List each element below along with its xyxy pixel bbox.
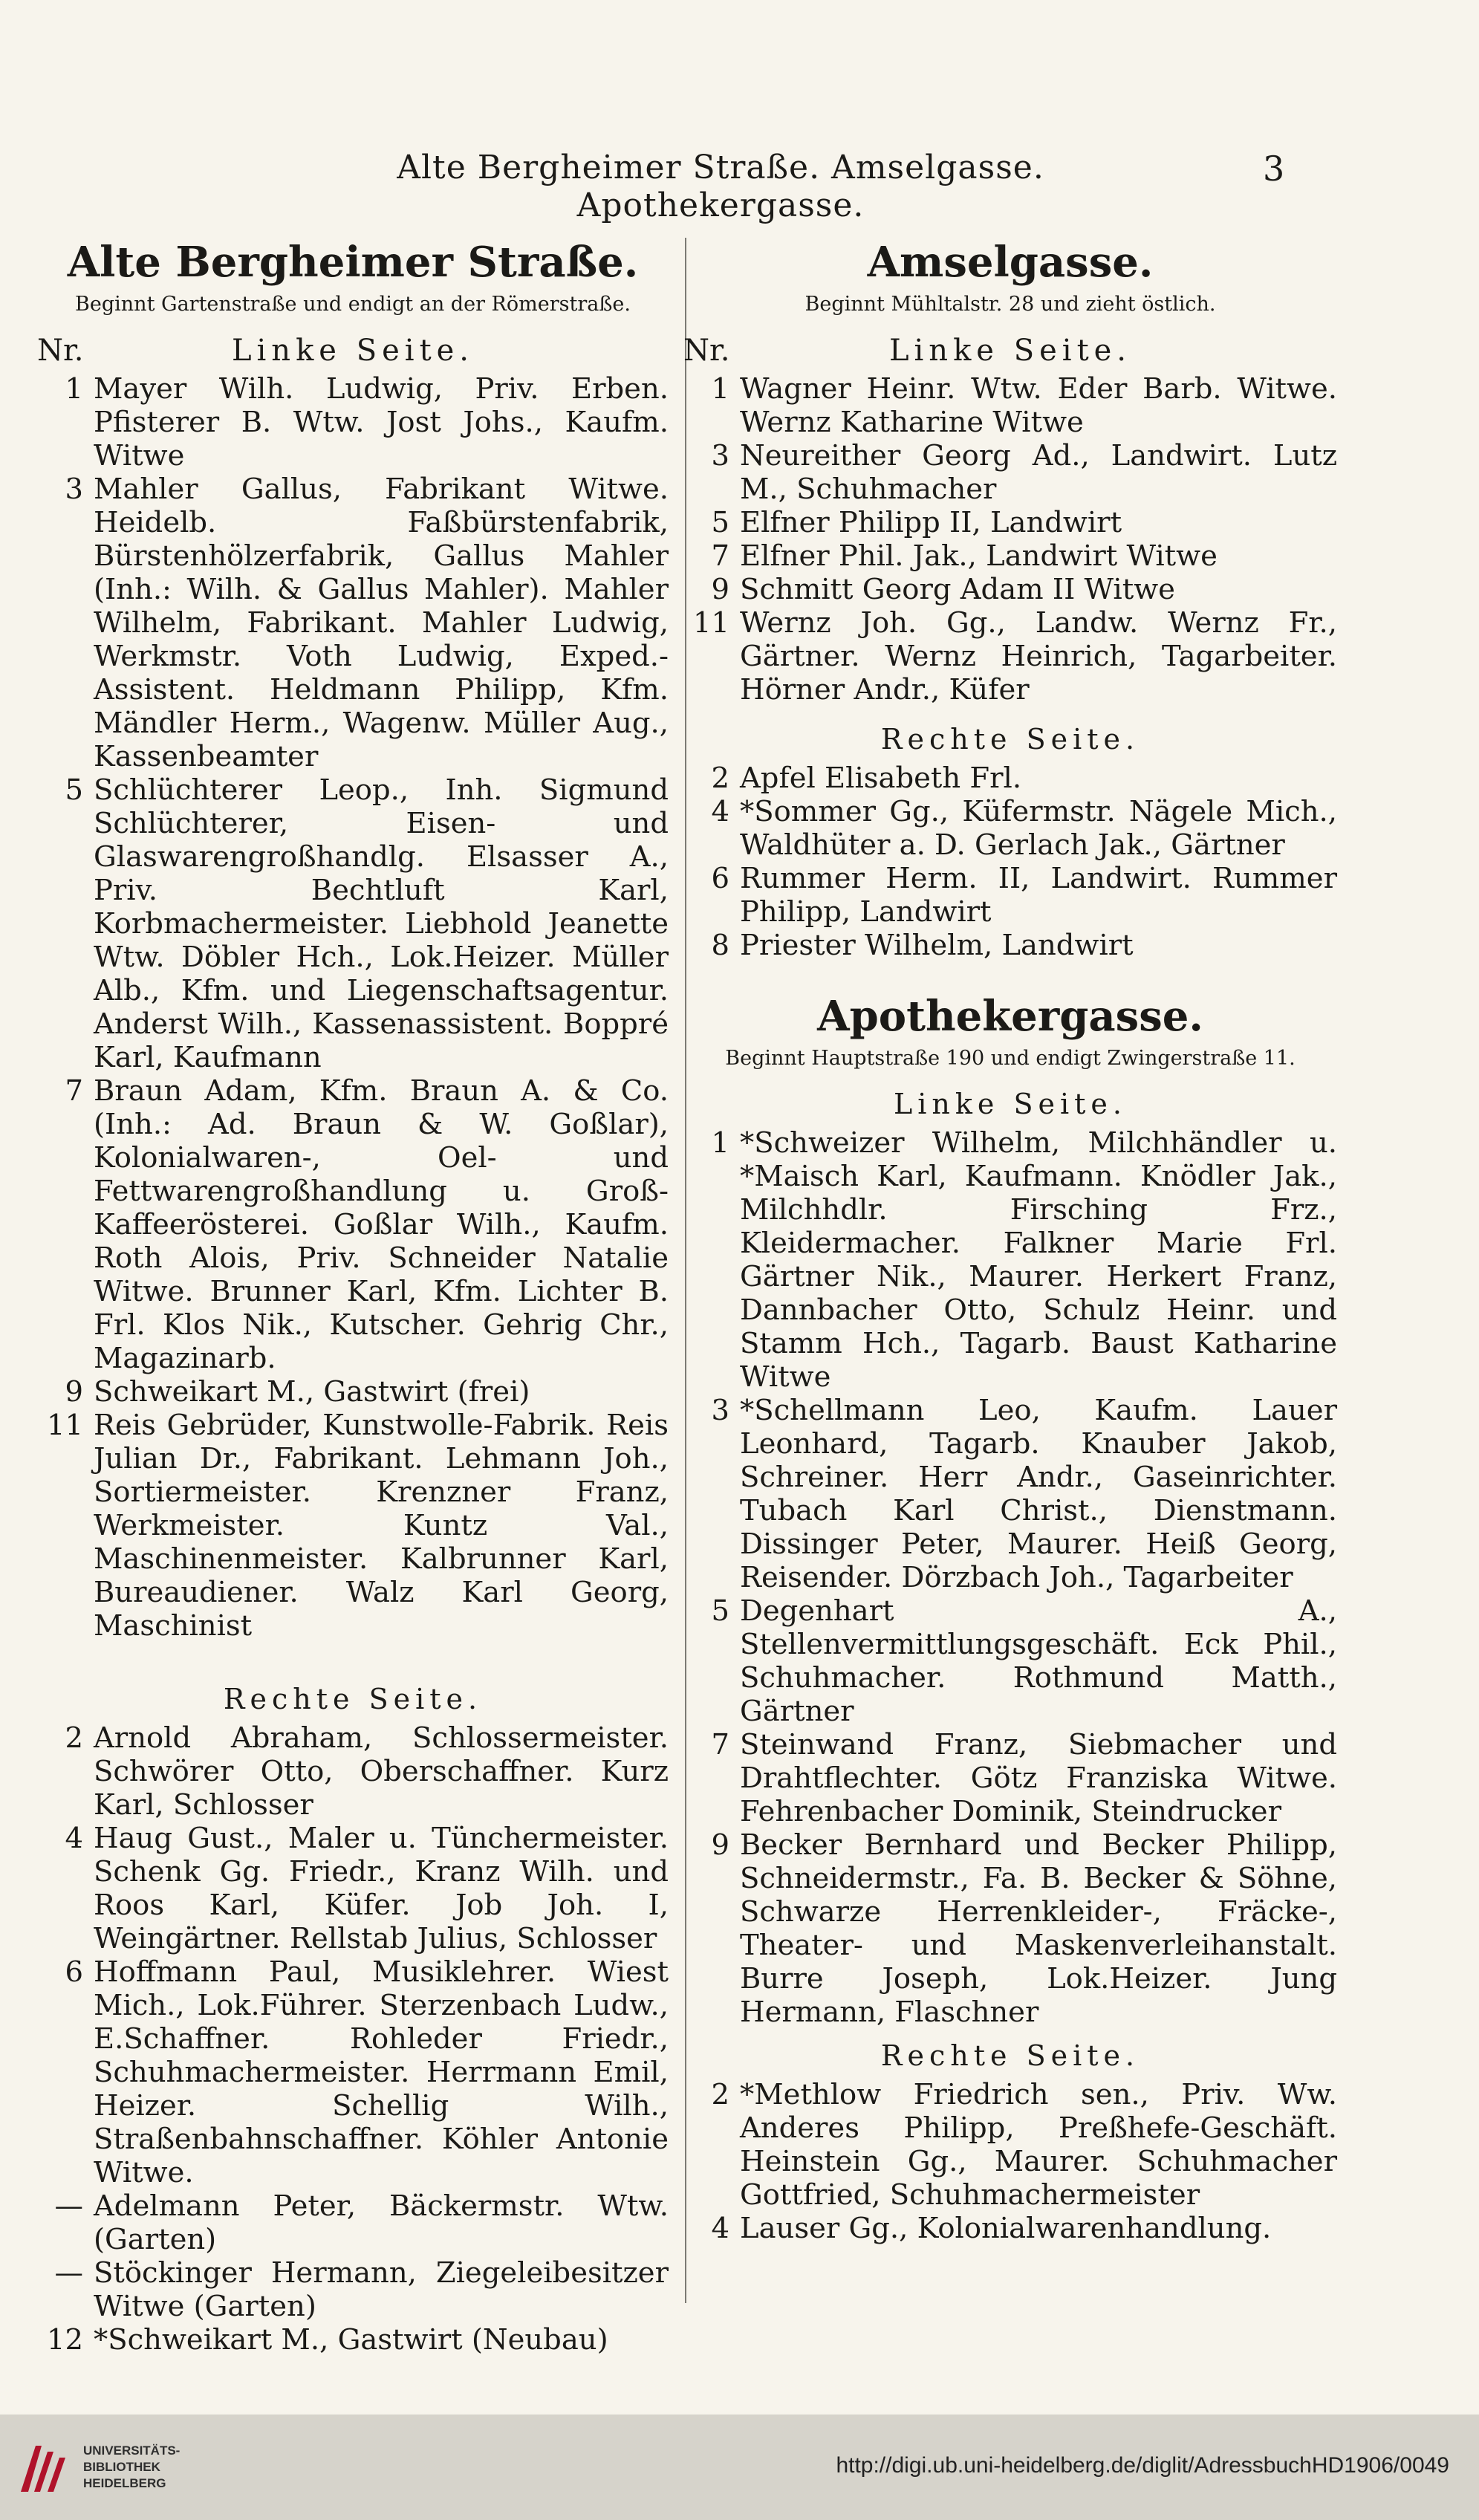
address-entry (683, 929, 1337, 962)
resident-list: Becker Bernhard und Becker Philipp, Schneidermstr., Fa. B. Becker & Söhne, Schwarze Herrenkleider-, Fräcke-, Theater- und Maskenverleihanstalt. Burre Joseph, Lok.Heizer. Jung Hermann, Flaschner (740, 1828, 1337, 2029)
address-entry (683, 573, 1337, 606)
resident-list: Braun Adam, Kfm. Braun A. & Co. (Inh.: Ad. Braun & W. Goßlar), Kolonialwaren-, Oel- und Fettwarengroßhandlung u. Groß-Kaffeerösterei. Goßlar Wilh., Kaufm. Roth Alois, Priv. Schneider Natalie Witwe. Brunner Karl, Kfm. Lichter B. Frl. Klos Nik., Kutscher. Gehrig Chr., Magazinarb. (94, 1074, 669, 1375)
resident-list: Apfel Elisabeth Frl. (740, 761, 1022, 795)
house-number: 7 (65, 1074, 83, 1108)
resident-list: *Sommer Gg., Küfermstr. Nägele Mich., Waldhüter a. D. Gerlach Jak., Gärtner (740, 795, 1337, 862)
house-number: 4 (711, 795, 729, 828)
address-entry (683, 795, 1337, 862)
address-entry (37, 2189, 669, 2256)
address-entry (37, 1822, 669, 1955)
house-number: 1 (711, 1126, 729, 1160)
resident-list: Wernz Joh. Gg., Landw. Wernz Fr., Gärtner. Wernz Heinrich, Tagarbeiter. Hörner Andr., Küfer (740, 606, 1337, 707)
resident-list: Degenhart A., Stellenvermittlungsgeschäft. Eck Phil., Schuhmacher. Rothmund Matth., Gärtner (740, 1594, 1337, 1728)
section-subtitle-alte-bergheimer: Beginnt Gartenstraße und endigt an der Römerstraße. (75, 293, 631, 316)
section-title-alte-bergheimer: Alte Bergheimer Straße. (67, 238, 639, 287)
house-number: 12 (47, 2323, 83, 2357)
viewer-footer (0, 2415, 1479, 2520)
house-number: 7 (711, 539, 729, 573)
house-number: 2 (65, 1721, 83, 1755)
resident-list: Haug Gust., Maler u. Tünchermeister. Schenk Gg. Friedr., Kranz Wilh. und Roos Karl, Küfer. Job Joh. I, Weingärtner. Rellstab Julius, Schlosser (94, 1822, 669, 1955)
address-entry (37, 2323, 669, 2357)
address-entry (37, 1409, 669, 1643)
resident-list: Lauser Gg., Kolonialwarenhandlung. (740, 2212, 1272, 2245)
address-entry (683, 1828, 1337, 2029)
house-number: 5 (711, 506, 729, 539)
resident-list: Schweikart M., Gastwirt (frei) (94, 1375, 530, 1409)
address-entry (683, 539, 1337, 573)
nr-header-row (37, 334, 669, 368)
address-entry (683, 862, 1337, 929)
resident-list: *Schweikart M., Gastwirt (Neubau) (94, 2323, 608, 2357)
resident-list: Arnold Abraham, Schlossermeister. Schwörer Otto, Oberschaffner. Kurz Karl, Schlosser (94, 1721, 669, 1822)
resident-list: Reis Gebrüder, Kunstwolle-Fabrik. Reis Julian Dr., Fabrikant. Lehmann Joh., Sortiermeister. Krenzner Franz, Werkmeister. Kuntz Val., Maschinenmeister. Kalbrunner Karl, Bureaudiener. Walz Karl Georg, Maschinist (94, 1409, 669, 1643)
resident-list: Wagner Heinr. Wtw. Eder Barb. Witwe. Wernz Katharine Witwe (740, 372, 1337, 439)
side-label-linke: Linke Seite. (894, 1088, 1127, 1120)
resident-list: Stöckinger Hermann, Ziegeleibesitzer Witwe (Garten) (94, 2256, 669, 2323)
entry-list-linke (683, 1126, 1337, 2029)
library-logo-text: UNIVERSITÄTS- BIBLIOTHEK HEIDELBERG (83, 2443, 181, 2490)
address-entry (683, 372, 1337, 439)
house-number: 1 (65, 372, 83, 406)
nr-label: Nr. (37, 334, 84, 368)
house-number: 3 (711, 1394, 729, 1427)
address-entry (683, 439, 1337, 506)
running-title: Alte Bergheimer Straße. Amselgasse. Apothekergasse. (397, 149, 1044, 224)
university-seal-icon (13, 2437, 76, 2499)
entry-list-rechte (37, 1721, 669, 2357)
side-label-rechte: Rechte Seite. (223, 1683, 483, 1715)
house-number: 5 (711, 1594, 729, 1628)
resident-list: Schlüchterer Leop., Inh. Sigmund Schlüchterer, Eisen- und Glaswarengroßhandlg. Elsasser A., Priv. Bechtluft Karl, Korbmachermeister. Liebhold Jeanette Wtw. Döbler Hch., Lok.Heizer. Müller Alb., Kfm. und Liegenschaftsagentur. Anderst Wilh., Kassenassistent. Boppré Karl, Kaufmann (94, 773, 669, 1074)
address-entry (683, 1126, 1337, 1394)
side-label-linke: Linke Seite. (888, 334, 1132, 368)
address-entry (683, 761, 1337, 795)
address-entry (37, 1955, 669, 2189)
address-entry (37, 1375, 669, 1409)
address-entry (683, 606, 1337, 707)
entry-list-linke (683, 372, 1337, 707)
side-label-linke: Linke Seite. (231, 334, 475, 368)
address-entry (37, 2256, 669, 2323)
house-number: 6 (711, 862, 729, 895)
house-number: 1 (711, 372, 729, 406)
house-number: 9 (65, 1375, 83, 1409)
house-number: 5 (65, 773, 83, 807)
resident-list: Mayer Wilh. Ludwig, Priv. Erben. Pfisterer B. Wtw. Jost Johs., Kaufm. Witwe (94, 372, 669, 472)
side-label-rechte: Rechte Seite. (880, 723, 1140, 756)
house-number: 3 (711, 439, 729, 472)
house-number: 9 (711, 1828, 729, 1862)
section-subtitle-apothekergasse: Beginnt Hauptstraße 190 und endigt Zwingerstraße 11. (725, 1047, 1296, 1070)
house-number: 7 (711, 1728, 729, 1761)
resident-list: Adelmann Peter, Bäckermstr. Wtw. (Garten) (94, 2189, 669, 2256)
entry-list-linke (37, 372, 669, 1643)
side-label-rechte: Rechte Seite. (880, 2039, 1140, 2072)
resident-list: Hoffmann Paul, Musiklehrer. Wiest Mich., Lok.Führer. Sterzenbach Ludw., E.Schaffner. Rohleder Friedr., Schuhmachermeister. Herrmann Emil, Heizer. Schellig Wilh., Straßenbahnschaffner. Köhler Antonie Witwe. (94, 1955, 669, 2189)
source-url-link[interactable]: http://digi.ub.uni-heidelberg.de/diglit/AdressbuchHD1906/0049 (836, 2453, 1449, 2478)
section-title-amselgasse: Amselgasse. (867, 238, 1154, 287)
address-entry (683, 2212, 1337, 2245)
house-number: 9 (711, 573, 729, 606)
resident-list: Steinwand Franz, Siebmacher und Drahtflechter. Götz Franziska Witwe. Fehrenbacher Dominik, Steindrucker (740, 1728, 1337, 1828)
address-entry (37, 1074, 669, 1375)
address-entry (37, 1721, 669, 1822)
section-title-apothekergasse: Apothekergasse. (817, 992, 1203, 1041)
address-entry (683, 1728, 1337, 1828)
nr-label: Nr. (683, 334, 730, 368)
page-number: 3 (1263, 149, 1285, 189)
house-number: 4 (65, 1822, 83, 1855)
resident-list: *Schweizer Wilhelm, Milchhändler u. *Maisch Karl, Kaufmann. Knödler Jak., Milchhdlr. Firsching Frz., Kleidermacher. Falkner Marie Frl. Gärtner Nik., Maurer. Herkert Franz, Dannbacher Otto, Schulz Heinr. und Stamm Hch., Tagarb. Baust Katharine Witwe (740, 1126, 1337, 1394)
house-number: 8 (711, 929, 729, 962)
resident-list: *Schellmann Leo, Kaufm. Lauer Leonhard, Tagarb. Knauber Jakob, Schreiner. Herr Andr., Gaseinrichter. Tubach Karl Christ., Dienstmann. Dissinger Peter, Maurer. Heiß Georg, Reisender. Dörzbach Joh., Tagarbeiter (740, 1394, 1337, 1594)
address-entry (683, 506, 1337, 539)
house-number: 11 (47, 1409, 83, 1442)
house-number: 6 (65, 1955, 83, 1989)
address-entry (683, 1394, 1337, 1594)
resident-list: *Methlow Friedrich sen., Priv. Ww. Anderes Philipp, Preßhefe-Geschäft. Heinstein Gg., Maurer. Schuhmacher Gottfried, Schuhmachermeister (740, 2078, 1337, 2212)
address-entry (37, 773, 669, 1074)
section-subtitle-amselgasse: Beginnt Mühltalstr. 28 und zieht östlich. (804, 293, 1216, 316)
entry-list-rechte (683, 2078, 1337, 2245)
address-entry (37, 372, 669, 472)
entry-list-rechte (683, 761, 1337, 962)
house-number: — (54, 2256, 83, 2290)
resident-list: Neureither Georg Ad., Landwirt. Lutz M., Schuhmacher (740, 439, 1337, 506)
left-column (37, 238, 669, 2357)
resident-list: Priester Wilhelm, Landwirt (740, 929, 1134, 962)
house-number: 2 (711, 761, 729, 795)
resident-list: Elfner Phil. Jak., Landwirt Witwe (740, 539, 1218, 573)
resident-list: Mahler Gallus, Fabrikant Witwe. Heidelb. Faßbürstenfabrik, Bürstenhölzerfabrik, Gallus Mahler (Inh.: Wilh. & Gallus Mahler). Mahler Wilhelm, Fabrikant. Mahler Ludwig, Werkmstr. Voth Ludwig, Exped.-Assistent. Heldmann Philipp, Kfm. Mändler Herm., Wagenw. Müller Aug., Kassenbeamter (94, 472, 669, 773)
address-entry (683, 1594, 1337, 1728)
nr-header-row (683, 334, 1337, 368)
resident-list: Rummer Herm. II, Landwirt. Rummer Philipp, Landwirt (740, 862, 1337, 929)
house-number: 2 (711, 2078, 729, 2111)
house-number: 11 (693, 606, 729, 640)
resident-list: Elfner Philipp II, Landwirt (740, 506, 1122, 539)
house-number: — (54, 2189, 83, 2223)
address-entry (37, 472, 669, 773)
right-column (683, 238, 1337, 2245)
resident-list: Schmitt Georg Adam II Witwe (740, 573, 1175, 606)
house-number: 4 (711, 2212, 729, 2245)
address-entry (683, 2078, 1337, 2212)
house-number: 3 (65, 472, 83, 506)
